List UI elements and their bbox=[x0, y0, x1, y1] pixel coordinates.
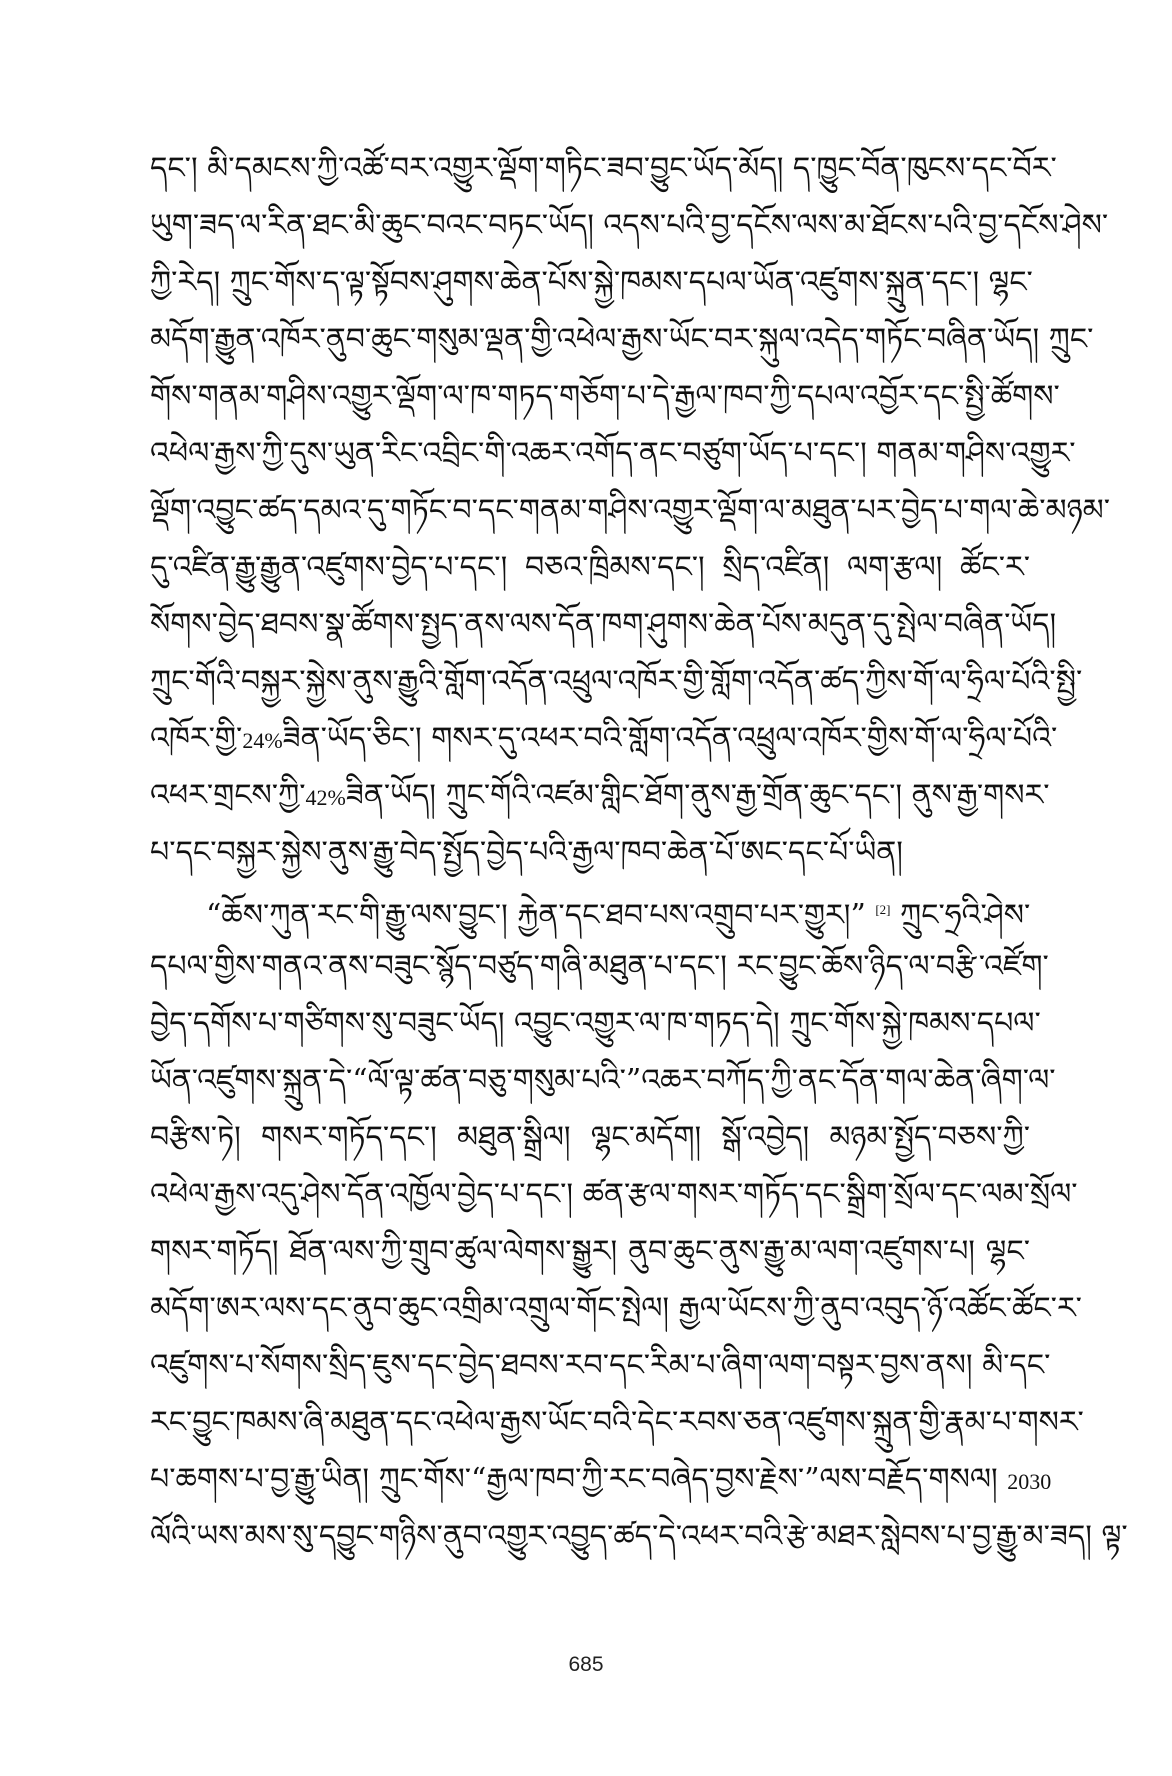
text-line bbox=[150, 1223, 1030, 1280]
text-line bbox=[150, 1508, 1128, 1565]
paragraph-first-line bbox=[150, 881, 1030, 938]
text-line bbox=[150, 1451, 1052, 1508]
text-line bbox=[150, 710, 1058, 767]
text-run: རང་བྱུང་ཁམས་ཞི་མཐུན་དང་འཕེལ་རྒྱས་ཡོང་བའི་དེང་རབས་ཅན་འཛུགས་སྐྲུན་གྱི་རྣམ་པ་གསར་ bbox=[150, 1405, 1084, 1440]
text-run: ལྡོག་འབྱུང་ཚད་དམའ་དུ་གཏོང་བ་དང་གནམ་གཤིས་འགྱུར་ལྡོག་ལ་མཐུན་པར་བྱེད་པ་གལ་ཆེ་མཉམ་ bbox=[150, 493, 1111, 528]
text-line bbox=[150, 425, 1076, 482]
text-run: པ་དང་བསྐྱར་སྐྱེས་ནུས་རྒྱུ་བེད་སྤྱོད་བྱེད་པའི་རྒྱལ་ཁབ་ཆེན་པོ་ཨང་དང་པོ་ཡིན། bbox=[150, 835, 903, 870]
text-run: ཀྱི་རེད། ཀྲུང་གོས་ད་ལྟ་སྟོབས་ཤུགས་ཆེན་པོས་སྐྱེ་ཁམས་དཔལ་ཡོན་འཛུགས་སྐྲུན་དང་། ལྷང་ bbox=[150, 265, 1033, 300]
text-run: འཕེལ་རྒྱས་འདུ་ཤེས་དོན་འཁྱོལ་བྱེད་པ་དང་། ཚན་རྩལ་གསར་གཏོད་དང་སྒྲིག་སྲོལ་དང་ལམ་སྲོལ་ bbox=[150, 1177, 1078, 1212]
text-line bbox=[150, 1052, 1056, 1109]
text-run: དཔལ་གྱིས་གནའ་ནས་བཟུང་སྙོད་བཙུད་གཞི་མཐུན་པ་དང་། རང་བྱུང་ཆོས་ཉིད་ལ་བརྩི་འཛོག་ bbox=[150, 949, 1049, 984]
text-run: ཀྲུང་ཧྲའི་ཤེས་ bbox=[890, 898, 1031, 933]
text-line bbox=[150, 197, 1109, 254]
text-line bbox=[150, 767, 1050, 824]
text-run: གསར་གཏོད། ཐོན་ལས་ཀྱི་གྲུབ་ཚུལ་ལེགས་སྒྱུར། ནུབ་ཆུང་ནུས་རྒྱུ་མ་ལག་འཛུགས་པ། ལྷང་ bbox=[150, 1234, 1030, 1269]
text-run: “ཆོས་ཀུན་རང་གི་རྒྱུ་ལས་བྱུང་། རྐྱེན་དང་ཐབ་པས་འགྲུབ་པར་གྱུར།” bbox=[206, 898, 876, 933]
footnote-reference: [2] bbox=[875, 902, 891, 917]
text-run: དུ་འཛིན་རྒྱུ་རྒྱུན་འཛུགས་བྱེད་པ་དང་། བཅའ་ཁྲིམས་དང་། སྲིད་འཛིན། ལག་རྩལ། ཚོང་ར་ bbox=[150, 550, 1030, 585]
text-run: མདོག་ཨར་ལས་དང་ནུབ་ཆུང་འགྲིམ་འགྲུལ་གོང་སྤེལ། རྒྱལ་ཡོངས་ཀྱི་ནུབ་འབུད་ཉོ་འཚོང་ཚོང་ར་ bbox=[150, 1291, 1082, 1326]
text-run: ཀྲུང་གོའི་བསྐྱར་སྐྱེས་ནུས་རྒྱུའི་གློག་འདོན་འཕྲུལ་འཁོར་གྱི་གློག་འདོན་ཚད་ཀྱིས་གོ་ལ་ཧྲིལ་པོའི་སྤྱི་ bbox=[150, 664, 1083, 699]
text-line bbox=[150, 1394, 1084, 1451]
text-run: འཛུགས་པ་སོགས་སྲིད་ཇུས་དང་བྱེད་ཐབས་རབ་དང་རིམ་པ་ཞིག་ལག་བསྟར་བྱས་ནས། མི་དང་ bbox=[150, 1348, 1051, 1383]
text-run: ཡུག་ཟད་ལ་རིན་ཐང་མི་ཆུང་བའང་བཏང་ཡོད། འདས་པའི་བྱ་དངོས་ལས་མ་ཐོངས་པའི་བྱ་དངོས་ཤེས་ bbox=[150, 208, 1109, 243]
text-line bbox=[150, 1109, 1030, 1166]
text-run: འཁོར་གྱི་ bbox=[150, 721, 243, 756]
text-run: བརྩིས་ཏེ། གསར་གཏོད་དང་། མཐུན་སྒྲིལ། ལྷང་མདོག། སྒོ་འབྱེད། མཉམ་སྤྱོད་བཅས་ཀྱི་ bbox=[150, 1120, 1030, 1155]
text-run: འཕེལ་རྒྱས་ཀྱི་དུས་ཡུན་རིང་འབྲིང་གི་འཆར་འགོད་ནང་བཙུག་ཡོད་པ་དང་། གནམ་གཤིས་འགྱུར་ bbox=[150, 436, 1076, 471]
text-line bbox=[150, 653, 1083, 710]
inline-number: 42% bbox=[305, 785, 346, 810]
text-line bbox=[150, 1166, 1078, 1223]
text-line bbox=[150, 539, 1030, 596]
text-run: ཟིན་ཡོད་ཅིང་། གསར་དུ་འཕར་བའི་གློག་འདོན་འཕྲུལ་འཁོར་གྱིས་གོ་ལ་ཧྲིལ་པོའི་ bbox=[282, 721, 1058, 756]
text-run: མདོག་རྒྱུན་འཁོར་ནུབ་ཆུང་གསུམ་ལྡན་གྱི་འཕེལ་རྒྱས་ཡོང་བར་སྐུལ་འདེད་གཏོང་བཞིན་ཡོད། ཀྲུང་ bbox=[150, 322, 1094, 357]
text-line bbox=[150, 140, 1057, 197]
text-line bbox=[150, 938, 1049, 995]
inline-number: 24% bbox=[242, 728, 283, 753]
text-run: ཟིན་ཡོད། ཀྲུང་གོའི་འཛམ་གླིང་ཐོག་ནུས་རྒྱ་གྲོན་ཆུང་དང་། ནུས་རྒྱ་གསར་ bbox=[345, 778, 1050, 813]
body-text bbox=[150, 140, 1128, 1565]
text-run: འཕར་གྲངས་ཀྱི་ bbox=[150, 778, 306, 813]
text-line bbox=[150, 311, 1094, 368]
text-line bbox=[150, 824, 1030, 881]
text-line bbox=[150, 596, 1057, 653]
text-run: སོགས་བྱེད་ཐབས་སྣ་ཚོགས་སྤྱད་ནས་ལས་དོན་ཁག་ཤུགས་ཆེན་པོས་མདུན་དུ་སྤེལ་བཞིན་ཡོད། bbox=[150, 607, 1057, 642]
text-run: བྱེད་དགོས་པ་གཙིགས་སུ་བཟུང་ཡོད། འབྱུང་འགྱུར་ལ་ཁ་གཏད་དེ། ཀྲུང་གོས་སྐྱེ་ཁམས་དཔལ་ bbox=[150, 1006, 1041, 1041]
text-line bbox=[150, 1280, 1082, 1337]
text-run: གོས་གནམ་གཤིས་འགྱུར་ལྡོག་ལ་ཁ་གཏད་གཅོག་པ་དེ་རྒྱལ་ཁབ་ཀྱི་དཔལ་འབྱོར་དང་སྤྱི་ཚོགས་ bbox=[150, 379, 1060, 414]
text-run: ཡོན་འཛུགས་སྐྲུན་དེ་“ལོ་ལྟ་ཚན་བཅུ་གསུམ་པའི་”འཆར་བཀོད་ཀྱི་ནང་དོན་གལ་ཆེན་ཞིག་ལ་ bbox=[150, 1063, 1056, 1098]
text-run: ལོའི་ཡས་མས་སུ་དབྱུང་གཉིས་ནུབ་འགྱུར་འབྱུད་ཚད་དེ་འཕར་བའི་རྩེ་མཐར་སླེབས་པ་བྱ་རྒྱུ་མ་ཟད། ལྟ་ bbox=[150, 1519, 1128, 1554]
page-number: 685 bbox=[568, 1653, 604, 1676]
text-line bbox=[150, 254, 1033, 311]
text-line bbox=[150, 995, 1041, 1052]
text-line bbox=[150, 482, 1111, 539]
text-run: དང་། མི་དམངས་ཀྱི་འཚོ་བར་འགྱུར་ལྡོག་གཏིང་ཟབ་བྱུང་ཡོད་མོད། ད་ཁྱུང་བོན་ཁུངས་དང་བོར་ bbox=[150, 151, 1057, 186]
inline-number: 2030 bbox=[1007, 1469, 1052, 1494]
text-line bbox=[150, 368, 1060, 425]
text-line bbox=[150, 1337, 1051, 1394]
text-run: པ་ཆགས་པ་བྱ་རྒྱུ་ཡིན། ཀྲུང་གོས་“རྒྱལ་ཁབ་ཀྱི་རང་བཞེད་བྱས་རྗེས་”ལས་བརྗོད་གསལ། bbox=[150, 1462, 1008, 1497]
